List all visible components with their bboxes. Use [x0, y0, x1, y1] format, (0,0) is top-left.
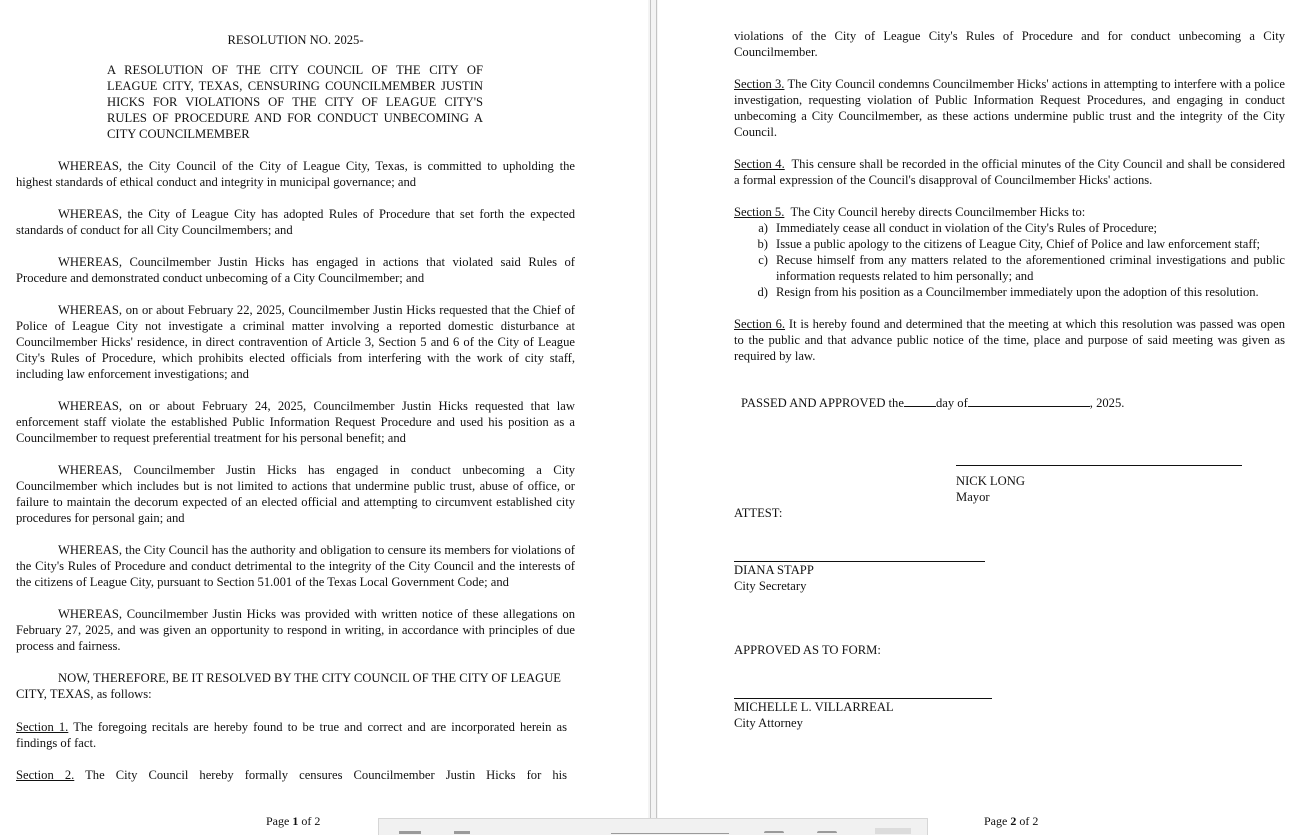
- directive-b-text: Issue a public apology to the citizens of League City, Chief of Police and law enforcement staff;: [776, 237, 1261, 251]
- mayor-name: NICK LONG: [956, 474, 1025, 488]
- page-1-body: [16, 32, 575, 783]
- attorney-title: City Attorney: [734, 716, 803, 730]
- zoom-in-icon[interactable]: [817, 831, 837, 833]
- directive-a-text: Immediately cease all conduct in violation of the City's Rules of Procedure;: [776, 221, 1158, 235]
- section-5-text: The City Council hereby directs Councilmember Hicks to:: [790, 205, 1086, 219]
- footer-page-word: Page: [266, 814, 290, 828]
- footer-page-word: Page: [984, 814, 1008, 828]
- section-5: [734, 204, 1285, 220]
- passed-text-3: , 2025.: [1089, 396, 1125, 410]
- section-2-continuation: violations of the City of League City's Rules of Procedure and for conduct unbecoming a City Councilmember.: [734, 29, 1285, 59]
- directive-b-marker: b): [757, 237, 768, 251]
- section-2-label: Section 2.: [16, 768, 75, 782]
- mayor-signature-line: [956, 465, 1242, 466]
- directive-d: [734, 284, 1285, 300]
- viewer-toolbar[interactable]: [378, 818, 928, 835]
- directive-c-marker: c): [758, 253, 768, 267]
- whereas-clause-5: WHEREAS, on or about February 24, 2025, Councilmember Justin Hicks requested that law enforcement staff violate the established Public Information Request Procedure and used his position as a Councilmember to request preferential treatment for his personal benefit; and: [16, 399, 575, 445]
- page-divider-left: [650, 0, 651, 835]
- document-page-2: [658, 0, 1302, 835]
- section-3-text: The City Council condemns Councilmember Hicks' actions in attempting to interfere with a police investigation, requesting violation of Public Information Request Procedures, and engaging in conduct unbecoming a City Councilmember, as these actions undermine public trust and the integrity of the City Council.: [734, 77, 1285, 139]
- month-blank: [968, 394, 1090, 407]
- toolbar-button-1[interactable]: [399, 831, 421, 834]
- directive-d-text: Resign from his position as a Councilmember immediately upon the adoption of this resolution.: [776, 285, 1259, 299]
- whereas-clause-4: WHEREAS, on or about February 22, 2025, Councilmember Justin Hicks requested that the Chief of Police of League City not investigate a criminal matter involving a reported domestic disturbance at Councilmember Hicks' residence, in direct contravention of Article 3, Section 5 and 6 of the City of League City's Rules of Procedure, which prohibits elected officials from interfering with the work of city staff, including law enforcement investigations; and: [16, 303, 575, 381]
- section-6: [734, 316, 1285, 364]
- directive-c-text: Recuse himself from any matters related to the aforementioned criminal investigations and public information requests related to him personally; and: [776, 253, 1285, 283]
- directive-c: [734, 252, 1285, 284]
- secretary-name: DIANA STAPP: [734, 563, 814, 577]
- day-blank: [904, 394, 936, 407]
- whereas-clause-2: WHEREAS, the City of League City has adopted Rules of Procedure that set forth the expected standards of conduct for all City Councilmembers; and: [16, 207, 575, 237]
- approved-as-to-form-label: APPROVED AS TO FORM:: [734, 643, 881, 657]
- section-1-text: The foregoing recitals are hereby found to be true and correct and are incorporated herein as findings of fact.: [16, 720, 568, 750]
- passed-text-2: day of: [935, 396, 968, 410]
- directive-a: [734, 220, 1285, 236]
- toolbar-button-2[interactable]: [454, 831, 470, 834]
- whereas-clause-8: WHEREAS, Councilmember Justin Hicks was provided with written notice of these allegations on February 27, 2025, and was given an opportunity to respond in writing, in accordance with principles of due process and fairness.: [16, 607, 575, 653]
- whereas-clause-6: WHEREAS, Councilmember Justin Hicks has engaged in conduct unbecoming a City Councilmember which includes but is not limited to actions that undermine public trust, abuse of office, or failure to maintain the decorum expected of an elected official and attempting to circumvent established city procedures for personal gain; and: [16, 463, 575, 525]
- section-6-label: Section 6.: [734, 317, 786, 331]
- whereas-clause-7: WHEREAS, the City Council has the authority and obligation to censure its members for violations of the City's Rules of Procedure and conduct detrimental to the integrity of the City Council and the interests of the citizens of League City, pursuant to Section 51.001 of the Texas Local Government Code; and: [16, 543, 575, 589]
- mayor-title: Mayor: [956, 490, 990, 504]
- attest-label: ATTEST:: [734, 506, 783, 520]
- section-4: [734, 156, 1285, 188]
- footer-of-word: of: [301, 814, 312, 828]
- section-4-text: This censure shall be recorded in the official minutes of the City Council and shall be considered a formal expression of the Council's disapproval of Councilmember Hicks' actions.: [734, 157, 1285, 187]
- footer-page-number: 2: [1010, 814, 1017, 828]
- section-2: [16, 767, 575, 783]
- section-6-text: It is hereby found and determined that the meeting at which this resolution was passed was open to the public and that advance public notice of the time, place and purpose of said meeting was given as required by law.: [734, 317, 1286, 363]
- directive-d-marker: d): [757, 285, 768, 299]
- page-2-body: [734, 28, 1285, 731]
- section-1-label: Section 1.: [16, 720, 69, 734]
- page-2-footer: [984, 813, 1038, 829]
- section-2-text: The City Council hereby formally censures Councilmember Justin Hicks for his: [85, 768, 568, 782]
- section-3-label: Section 3.: [734, 77, 785, 91]
- toolbar-page-field[interactable]: [611, 833, 729, 834]
- page-divider-right: [656, 0, 657, 835]
- attorney-name: MICHELLE L. VILLARREAL: [734, 700, 894, 714]
- document-page-1: [0, 0, 648, 835]
- footer-page-total: 2: [314, 814, 321, 828]
- section-3: [734, 76, 1285, 140]
- footer-page-total: 2: [1032, 814, 1039, 828]
- zoom-out-icon[interactable]: [764, 831, 784, 833]
- page-1-footer: [266, 813, 320, 829]
- directive-a-marker: a): [758, 221, 768, 235]
- toolbar-button-selected[interactable]: [875, 828, 911, 834]
- footer-of-word: of: [1019, 814, 1030, 828]
- passed-text-1: PASSED AND APPROVED the: [741, 396, 904, 410]
- section-1: [16, 719, 575, 751]
- section-4-label: Section 4.: [734, 157, 785, 171]
- resolved-clause: NOW, THEREFORE, BE IT RESOLVED BY THE CITY COUNCIL OF THE CITY OF LEAGUE CITY, TEXAS, as follows:: [16, 671, 561, 701]
- whereas-clause-1: WHEREAS, the City Council of the City of League City, Texas, is committed to upholding the highest standards of ethical conduct and integrity in municipal governance; and: [16, 159, 575, 189]
- secretary-title: City Secretary: [734, 579, 807, 593]
- directives-list: [734, 220, 1285, 300]
- passed-approved-line: [734, 394, 1285, 411]
- whereas-clause-3: WHEREAS, Councilmember Justin Hicks has engaged in actions that violated said Rules of Procedure and demonstrated conduct unbecoming of a City Councilmember; and: [16, 255, 575, 285]
- footer-page-number: 1: [292, 814, 299, 828]
- section-5-label: Section 5.: [734, 205, 785, 219]
- directive-b: [734, 236, 1285, 252]
- resolution-title: RESOLUTION NO. 2025-: [227, 33, 364, 47]
- resolution-caption: A RESOLUTION OF THE CITY COUNCIL OF THE CITY OF LEAGUE CITY, TEXAS, CENSURING COUNCILMEMBER JUSTIN HICKS FOR VIOLATIONS OF THE CITY OF LEAGUE CITY'S RULES OF PROCEDURE AND FOR CONDUCT UNBECOMING A CITY COUNCILMEMBER: [107, 63, 483, 141]
